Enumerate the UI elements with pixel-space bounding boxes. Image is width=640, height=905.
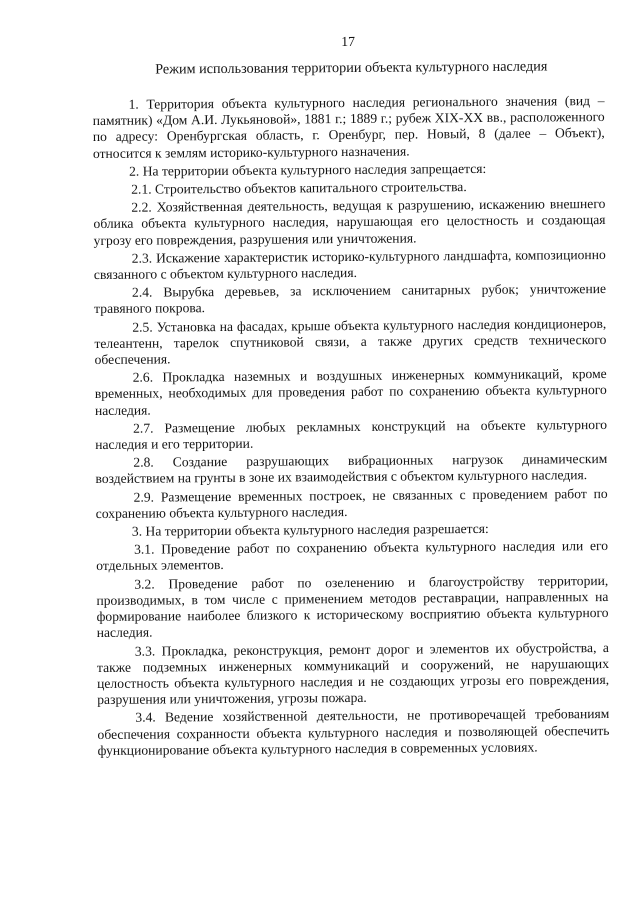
paragraph-3: 3. На территории объекта культурного наследия разрешается: [131, 520, 489, 539]
document-title: Режим использования территории объекта культурного наследия [155, 58, 548, 78]
document-body [92, 32, 610, 761]
paragraph-3-1: 3.1. Проведение работ по сохранению объекта культурного наследия или его отдельных элементов. [96, 538, 609, 574]
paragraph-2-9: 2.9. Размещение временных построек, не связанных с проведением работ по сохранению объекта культурного наследия. [95, 485, 608, 521]
paragraph-3-2: 3.2. Проведение работ по озеленению и благоустройству территории, производимых, в том числе с применением методов реставрации, направленных на формирование наиболее близкого к историческому восприятию объекта культурного наследия. [96, 572, 609, 641]
paragraph-2-4: 2.4. Вырубка деревьев, за исключением санитарных рубок; уничтожение травяного покрова. [94, 281, 607, 317]
paragraph-2-1: 2.1. Строительство объектов капитального строительства. [131, 179, 467, 197]
page-number: 17 [341, 33, 356, 50]
paragraph-2-6: 2.6. Прокладка наземных и воздушных инженерных коммуникаций, кроме временных, необходимых для проведения работ по сохранению объекта культурного наследия. [94, 366, 607, 418]
paragraph-2: 2. На территории объекта культурного наследия запрещается: [129, 160, 487, 179]
paragraph-2-2: 2.2. Хозяйственная деятельность, ведущая к разрушению, искажению внешнего облика объекта культурного наследия, нарушающая его целостность и создающая угрозу его повреждения, разрушения или уничтожения. [93, 196, 606, 248]
paragraph-1: 1. Территория объекта культурного наследия регионального значения (вид – памятник) «Дом А.И. Лукьяновой», 1881 г.; 1889 г.; рубеж XIX-XX вв., расположенного по адресу: Оренбургская область, г. Оренбург, пер. Новый, 8 (далее – Объект), относится к землям историко-культурного назначения. [92, 92, 605, 161]
paragraph-2-5: 2.5. Установка на фасадах, крыше объекта культурного наследия кондиционеров, телеантенн, тарелок спутниковой связи, а также других средств технического обеспечения. [94, 315, 607, 368]
paragraph-3-3: 3.3. Прокладка, реконструкция, ремонт дорог и элементов их обустройства, а также подземных инженерных коммуникаций и сооружений, не нарушающих целостность объекта культурного наследия и не создающих угрозы его повреждения, разрушения или уничтожения, угрозы пожара. [96, 639, 610, 708]
paragraph-3-4: 3.4. Ведение хозяйственной деятельности, не противоречащей требованиям обеспечения сохранности объекта культурного наследия и позволяющей обеспечить функционирование объекта культурного наследия в современных условиях. [97, 706, 610, 758]
paragraph-2-3: 2.3. Искажение характеристик историко-культурного ландшафта, композиционно связанного с объектом культурного наследия. [93, 246, 606, 283]
paragraph-2-7: 2.7. Размещение любых рекламных конструкций на объекте культурного наследия и его территории. [95, 416, 608, 453]
paragraph-2-8: 2.8. Создание разрушающих вибрационных нагрузок динамическим воздействием на грунты в зоне их взаимодействия с объектом культурного наследия. [95, 451, 608, 487]
